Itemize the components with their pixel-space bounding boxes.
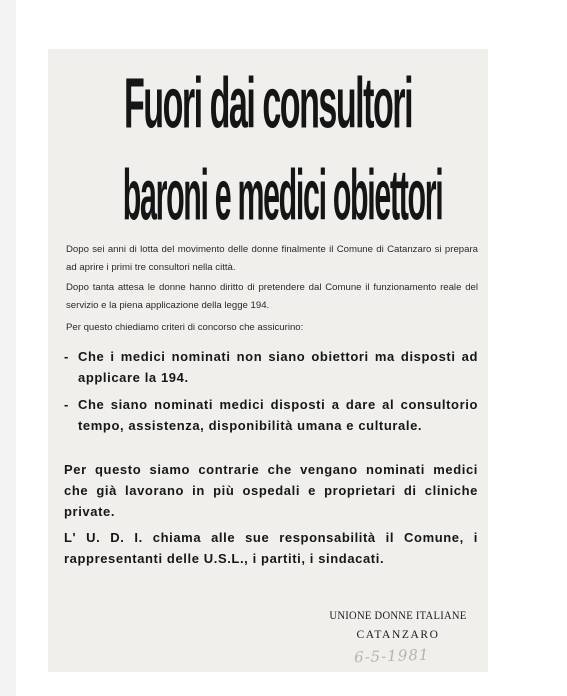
- poster: [48, 49, 488, 672]
- headline-line-1: Fuori dai consultori: [123, 62, 413, 143]
- bullet-dash: -: [64, 397, 69, 412]
- signature-organization: UNIONE DONNE ITALIANE: [329, 610, 467, 622]
- bullet-text: Che i medici nominati non siano obiettori ma disposti ad applicare la 194.: [78, 349, 478, 385]
- call-to-action-paragraph: L' U. D. I. chiama alle sue responsabilità il Comune, i rappresentanti delle U.S.L., i partiti, i sindacati.: [64, 530, 478, 566]
- opposition-paragraph: Per questo siamo contrarie che vengano nominati medici che già lavorano in più ospedali e proprietari di cliniche private.: [64, 462, 478, 519]
- intro-paragraph: Dopo sei anni di lotta del movimento delle donne finalmente il Comune di Catanzaro si prepara ad aprire i primi tre consultori nella città.: [66, 244, 478, 273]
- criteria-list: [64, 346, 478, 442]
- list-item: [64, 394, 478, 436]
- list-item: [64, 346, 478, 388]
- handwritten-date: 6-5-1981: [353, 645, 430, 667]
- demand-paragraph: Dopo tanta attesa le donne hanno diritto di pretendere dal Comune il funzionamento reale del servizio e la piena applicazione della legge 194.: [66, 282, 478, 311]
- headline-line-2: baroni e medici obiettori: [122, 154, 443, 235]
- bullet-text: Che siano nominati medici disposti a dare al consultorio tempo, assistenza, disponibilità umana e culturale.: [78, 397, 478, 433]
- bullet-dash: -: [64, 349, 69, 364]
- criteria-intro: Per questo chiediamo criteri di concorso che assicurino:: [66, 322, 304, 333]
- signature-city: CATANZARO: [356, 629, 440, 641]
- scan-left-edge: [0, 0, 16, 696]
